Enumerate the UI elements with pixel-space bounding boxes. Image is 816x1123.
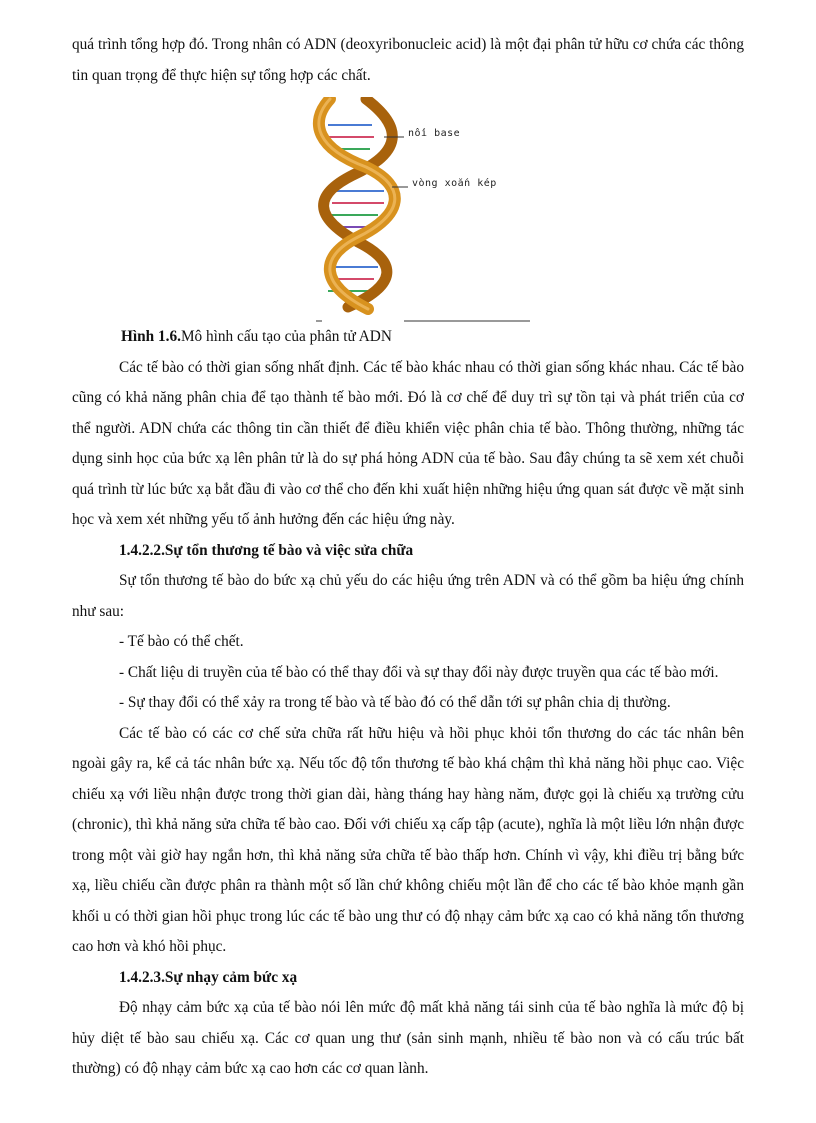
paragraph-repair-mechanism: Các tế bào có các cơ chế sửa chữa rất hữu hiệu và hồi phục khỏi tổn thương do các tác nhân bên ngoài gây ra, kể cả tác nhân bức xạ. Nếu tốc độ tổn thương tế bào khá chậm thì khả năng hồi phục cao. Việc chiếu xạ với liều nhận được trong thời gian dài, hàng tháng hay hàng năm, được gọi là chiếu xạ trường cửu (chronic), thì khả năng sửa chữa tế bào cao. Đối với chiếu xạ cấp tập (acute), nghĩa là một liều lớn nhận được trong một vài giờ hay ngắn hơn, thì khả năng sửa chữa tế bào thấp hơn. Chính vì vậy, khi điều trị bằng bức xạ, liều chiếu cần được phân ra thành một số lần chứ không chiếu một lần để cho các tế bào khỏe mạnh gần khối u có thời gian hồi phục trong lúc các tế bào ung thư có độ nhạy cảm bức xạ cao có khả năng tổn thương cao hơn và khó hồi phục. (72, 724, 744, 955)
dna-figure (72, 91, 744, 326)
document-page (72, 30, 744, 1085)
list-item: - Chất liệu di truyền của tế bào có thể thay đổi và sự thay đổi này được truyền qua các tế bào mới. (119, 663, 719, 681)
paragraph-cell-lifetime: Các tế bào có thời gian sống nhất định. Các tế bào khác nhau có thời gian sống khác nhau. Các tế bào cũng có khả năng phân chia để tạo thành tế bào mới. Đó là cơ chế để duy trì sự tồn tại và phát triển của cơ thể người. ADN chứa các thông tin cần thiết để điều khiển việc phân chia tế bào. Thông thường, những tác dụng sinh học của bức xạ lên phân tử là do sự phá hỏng ADN của tế bào. Sau đây chúng ta sẽ xem xét chuỗi quá trình từ lúc bức xạ bắt đầu đi vào cơ thể cho đến khi xuất hiện những hiệu ứng quan sát được về mặt sinh học và xem xét những yếu tố ảnh hưởng đến các hiệu ứng này. (72, 358, 744, 528)
paragraph-damage-intro: Sự tổn thương tế bào do bức xạ chủ yếu do các hiệu ứng trên ADN và có thể gồm ba hiệu ứng chính như sau: (72, 572, 744, 620)
heading-radiosensitivity: 1.4.2.3.Sự nhạy cảm bức xạ (119, 968, 298, 986)
label-base-pair: nối base (408, 128, 461, 139)
label-double-helix: vòng xoắn kép (412, 178, 497, 189)
paragraph-radiosensitivity: Độ nhạy cảm bức xạ của tế bào nói lên mức độ mất khả năng tái sinh của tế bào nghĩa là mức độ bị hủy diệt tế bào sau chiếu xạ. Các cơ quan ung thư (sản sinh mạnh, nhiều tế bào non và có cấu trúc bất thường) có độ nhạy cảm bức xạ cao hơn các cơ quan lành. (72, 999, 744, 1077)
figure-caption (72, 322, 744, 353)
list-item: - Sự thay đổi có thể xảy ra trong tế bào và tế bào đó có thể dẫn tới sự phân chia dị thường. (119, 694, 671, 711)
list-item: - Tế bào có thể chết. (119, 633, 244, 650)
caption-number: Hình 1.6. (121, 328, 181, 345)
heading-cell-damage-repair: 1.4.2.2.Sự tổn thương tế bào và việc sửa chữa (119, 541, 414, 559)
intro-paragraph: quá trình tổng hợp đó. Trong nhân có ADN (deoxyribonucleic acid) là một đại phân tử hữu cơ chứa các thông tin quan trọng để thực hiện sự tổng hợp các chất. (72, 36, 744, 84)
caption-text: Mô hình cấu tạo của phân tử ADN (180, 328, 392, 345)
